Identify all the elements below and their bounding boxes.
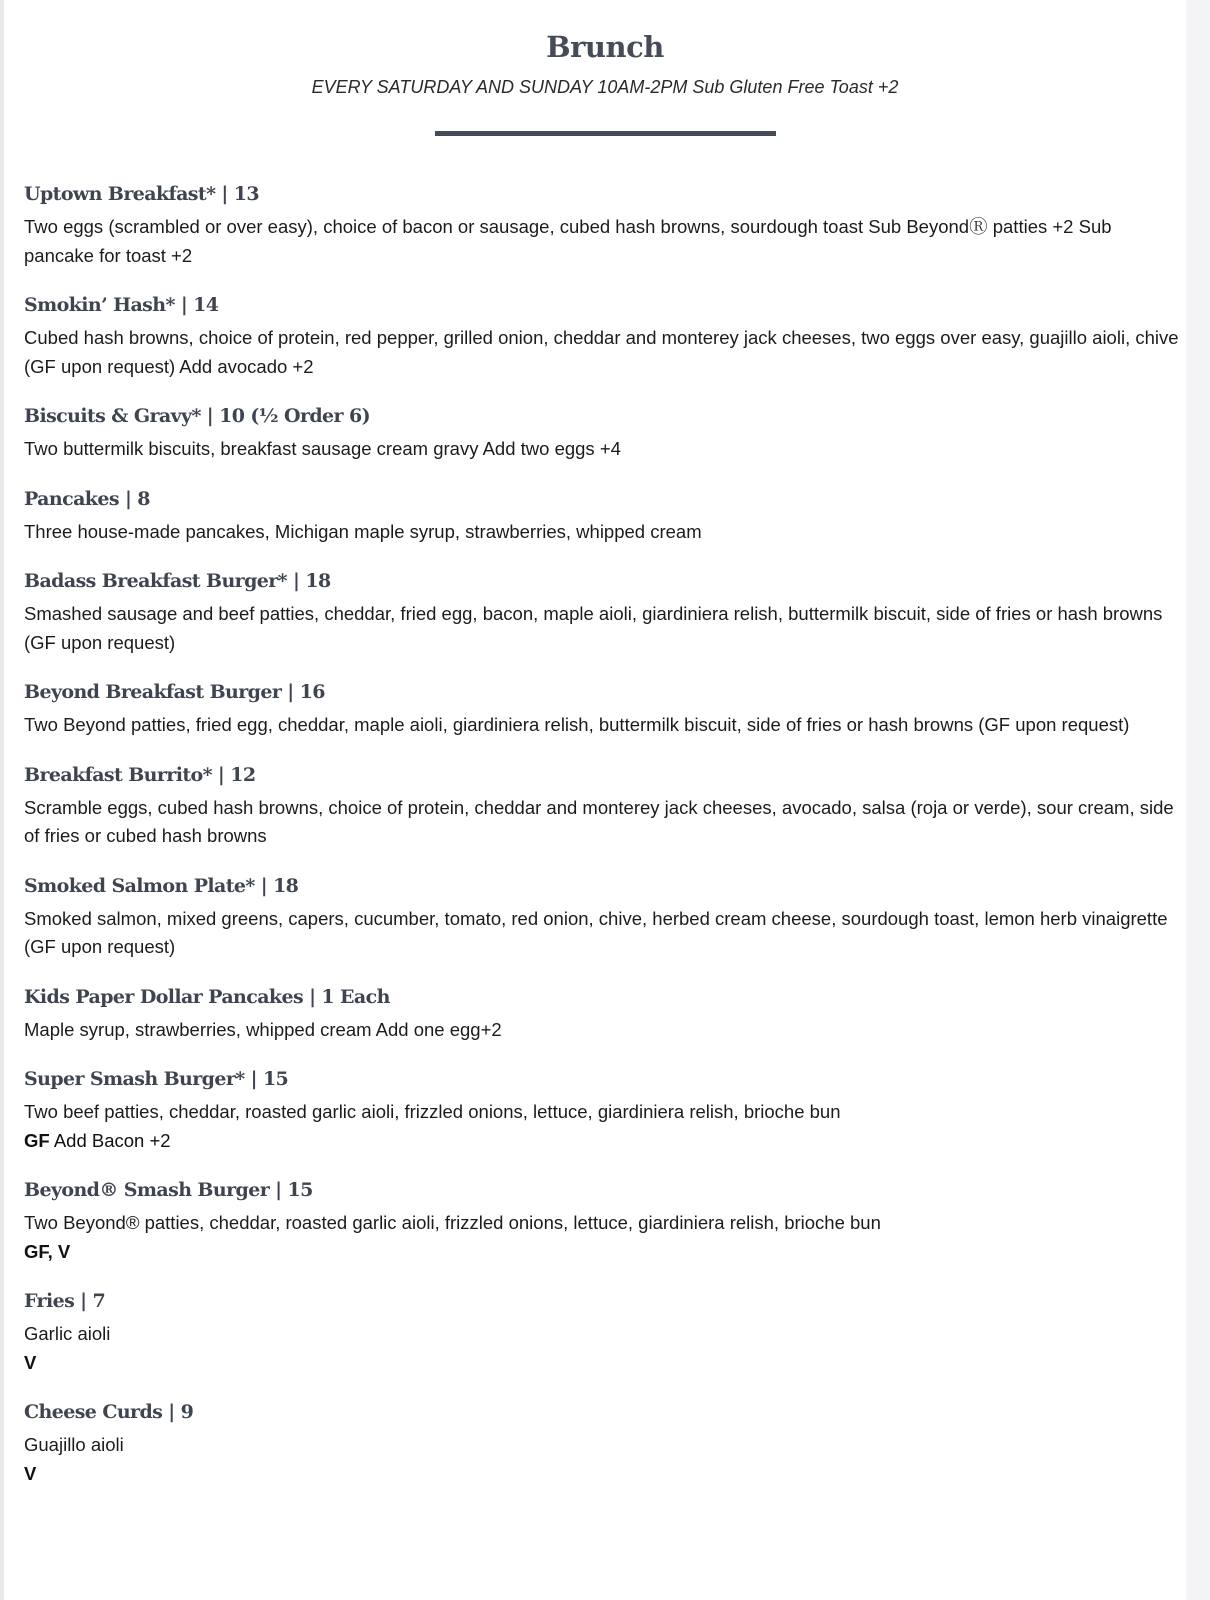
menu-item-title: Biscuits & Gravy* | 10 (½ Order 6) xyxy=(24,405,370,427)
menu-item xyxy=(24,567,1186,657)
menu-item-title: Badass Breakfast Burger* | 18 xyxy=(24,570,331,592)
page-subtitle: EVERY SATURDAY AND SUNDAY 10AM-2PM Sub Gluten Free Toast +2 xyxy=(311,77,899,97)
page-title: Brunch xyxy=(546,30,664,64)
menu-item xyxy=(24,291,1186,381)
menu-item xyxy=(24,983,1186,1045)
menu-item-description: Three house-made pancakes, Michigan maple syrup, strawberries, whipped cream xyxy=(24,520,702,542)
menu-item-title: Beyond® Smash Burger | 15 xyxy=(24,1179,313,1201)
menu-item-description: Two eggs (scrambled or over easy), choice of bacon or sausage, cubed hash browns, sourdough toast Sub BeyondⓇ patties +2 Sub pancake for toast +2 xyxy=(24,216,1112,266)
menu-item-tags xyxy=(24,1127,1186,1156)
menu-item-title: Cheese Curds | 9 xyxy=(24,1401,194,1423)
menu-item-title: Super Smash Burger* | 15 xyxy=(24,1068,289,1090)
menu-items-list xyxy=(24,180,1186,1488)
menu-item xyxy=(24,1398,1186,1488)
menu-item-tags xyxy=(24,1238,1186,1267)
dietary-tag: V xyxy=(24,1462,37,1484)
menu-item xyxy=(24,761,1186,851)
menu-page xyxy=(24,0,1186,1509)
menu-item xyxy=(24,180,1186,270)
menu-item-tags xyxy=(24,1349,1186,1378)
menu-item-title: Breakfast Burrito* | 12 xyxy=(24,763,256,786)
dietary-tag: V xyxy=(24,1351,37,1373)
menu-header xyxy=(24,0,1186,136)
menu-item-description: Scramble eggs, cubed hash browns, choice of protein, cheddar and monterey jack cheeses, avocado, salsa (roja or verde), sour cream, side of fries or cubed hash browns xyxy=(24,796,1174,846)
menu-item-title: Smoked Salmon Plate* | 18 xyxy=(24,874,299,897)
dietary-tag: GF, V xyxy=(24,1240,71,1262)
menu-item-description: Cubed hash browns, choice of protein, red pepper, grilled onion, cheddar and monterey jack cheeses, two eggs over easy, guajillo aioli, chive (GF upon request) Add avocado +2 xyxy=(24,327,1179,377)
header-divider xyxy=(435,131,776,136)
menu-item-title: Beyond Breakfast Burger | 16 xyxy=(24,681,325,703)
menu-item-description: Smashed sausage and beef patties, cheddar, fried egg, bacon, maple aioli, giardiniera relish, buttermilk biscuit, side of fries or hash browns (GF upon request) xyxy=(24,603,1163,653)
menu-item-title: Uptown Breakfast* | 13 xyxy=(24,183,259,205)
menu-item xyxy=(24,402,1186,464)
menu-item xyxy=(24,872,1186,962)
menu-item-description: Garlic aioli xyxy=(24,1323,111,1344)
menu-item-title: Pancakes | 8 xyxy=(24,487,150,510)
menu-item xyxy=(24,1065,1186,1155)
menu-item-tags xyxy=(24,1460,1186,1489)
menu-item-description: Guajillo aioli xyxy=(24,1434,124,1455)
menu-item-title: Smokin’ Hash* | 14 xyxy=(24,294,219,316)
menu-item xyxy=(24,678,1186,740)
menu-item xyxy=(24,1287,1186,1377)
right-edge-shadow xyxy=(1186,0,1210,1600)
menu-item-addon: Add Bacon +2 xyxy=(49,1129,171,1151)
menu-item-description: Two Beyond® patties, cheddar, roasted garlic aioli, frizzled onions, lettuce, giardiniera relish, brioche bun xyxy=(24,1212,881,1233)
menu-item-description: Two Beyond patties, fried egg, cheddar, maple aioli, giardiniera relish, buttermilk biscuit, side of fries or hash browns (GF upon request) xyxy=(24,714,1130,735)
dietary-tag: GF xyxy=(24,1129,50,1151)
menu-item-description: Maple syrup, strawberries, whipped cream Add one egg+2 xyxy=(24,1018,502,1040)
menu-item-description: Two buttermilk biscuits, breakfast sausage cream gravy Add two eggs +4 xyxy=(24,438,621,459)
menu-item-description: Two beef patties, cheddar, roasted garlic aioli, frizzled onions, lettuce, giardiniera relish, brioche bun xyxy=(24,1101,841,1122)
menu-item xyxy=(24,485,1186,547)
menu-item-title: Fries | 7 xyxy=(24,1290,106,1312)
menu-item xyxy=(24,1176,1186,1266)
menu-item-title: Kids Paper Dollar Pancakes | 1 Each xyxy=(24,985,390,1008)
menu-item-description: Smoked salmon, mixed greens, capers, cucumber, tomato, red onion, chive, herbed cream cheese, sourdough toast, lemon herb vinaigrette (GF upon request) xyxy=(24,907,1168,957)
left-edge-shadow xyxy=(0,0,4,1600)
